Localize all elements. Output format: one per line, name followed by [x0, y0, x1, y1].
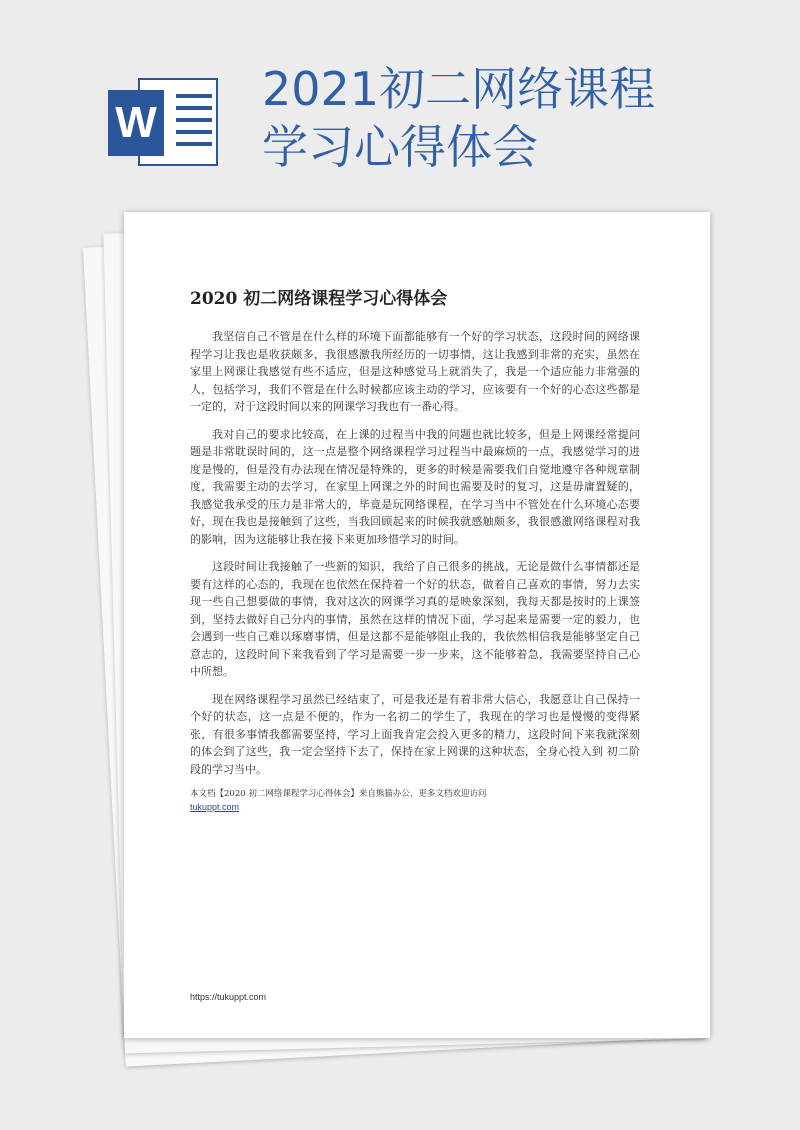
document-page: [124, 212, 710, 1038]
source-link[interactable]: tukuppt.com: [190, 802, 240, 812]
paragraph: 现在网络课程学习虽然已经结束了，可是我还是有着非常大信心，我愿意让自己保持一个好的状态，这一点是不便的，作为一名初二的学生了，我现在的学习也是慢慢的变得紧张，有很多事情我都需要坚持，学习上面我肯定会投入更多的精力，这段时间下来我就深刻的体会到了这些，我一定会坚持下去了，保持在家上网课的这种状态，全身心投入到 初二阶段的学习当中。: [190, 692, 640, 776]
paragraph: 我坚信自己不管是在什么样的环境下面都能够有一个好的学习状态，这段时间的网络课程学习让我也是收获颇多，我很感激我所经历的一切事情，这让我感到非常的充实，虽然在家里上网课让我感觉有些不适应，但是这种感觉马上就消失了，我是一个适应能力非常强的人，包括学习，我们不管是在什么时候都应该主动的学习，应该要有一个好的心态这些都是一定的，对于这段时间以来的网课学习我也有一番心得。: [190, 330, 640, 413]
banner-title: [262, 60, 782, 176]
banner-title-line1: 2021初二网络课程: [262, 62, 656, 116]
source-note-text: 本文档【2020 初二网络课程学习心得体会】来自熊猫办公，更多文档欢迎访问: [190, 789, 487, 799]
word-logo-letter: W: [108, 90, 164, 156]
footer-url[interactable]: https://tukuppt.com: [190, 992, 267, 1002]
word-icon: [108, 78, 218, 168]
banner-title-line2: 学习心得体会: [262, 120, 538, 174]
document-title: 2020 初二网络课程学习心得体会: [190, 289, 448, 309]
source-note: [190, 788, 640, 815]
paragraph: 我对自己的要求比较高，在上课的过程当中我的问题也就比较多，但是上网课经常提问题是非常耽误时间的，这一点是整个网络课程学习过程当中最麻烦的一点，我感觉学习的进度是慢的，但是没有办法现在情况是特殊的，更多的时候是需要我们自觉地遵守各种规章制度，我需要主动的去学习，在家里上网课之外的时间也需要及时的复习，这是毋庸置疑的，我感觉我承受的压力是非常大的，毕竟是玩网络课程，在学习当中不管处在什么环境心态要好，现在我也是接触到了这些，当我回顾起来的时候我就感触颇多，我很感激网络课程对我的影响，因为这能够让我在接下来更加珍惜学习的时间。: [190, 427, 640, 546]
paragraph: 这段时间让我接触了一些新的知识，我给了自己很多的挑战，无论是做什么事情都还是要有这样的心态的，我现在也依然在保持着一个好的状态，做着自己喜欢的事情，努力去实现一些自己想要做的事情，我对这次的网课学习真的是映象深刻，我每天都是按时的上课签到，坚持去做好自己分内的事情，虽然在这样的情况下面，学习起来是需要一定的毅力，也会遇到一些自己难以琢磨事情，但是这都不是能够阻止我的，我依然相信我是能够坚定自己意志的，这段时间下来我看到了学习是需要一步一步来，这不能够着急，我需要坚持自己心中所想。: [190, 560, 640, 678]
top-banner: [0, 0, 800, 210]
document-body: [190, 328, 640, 815]
